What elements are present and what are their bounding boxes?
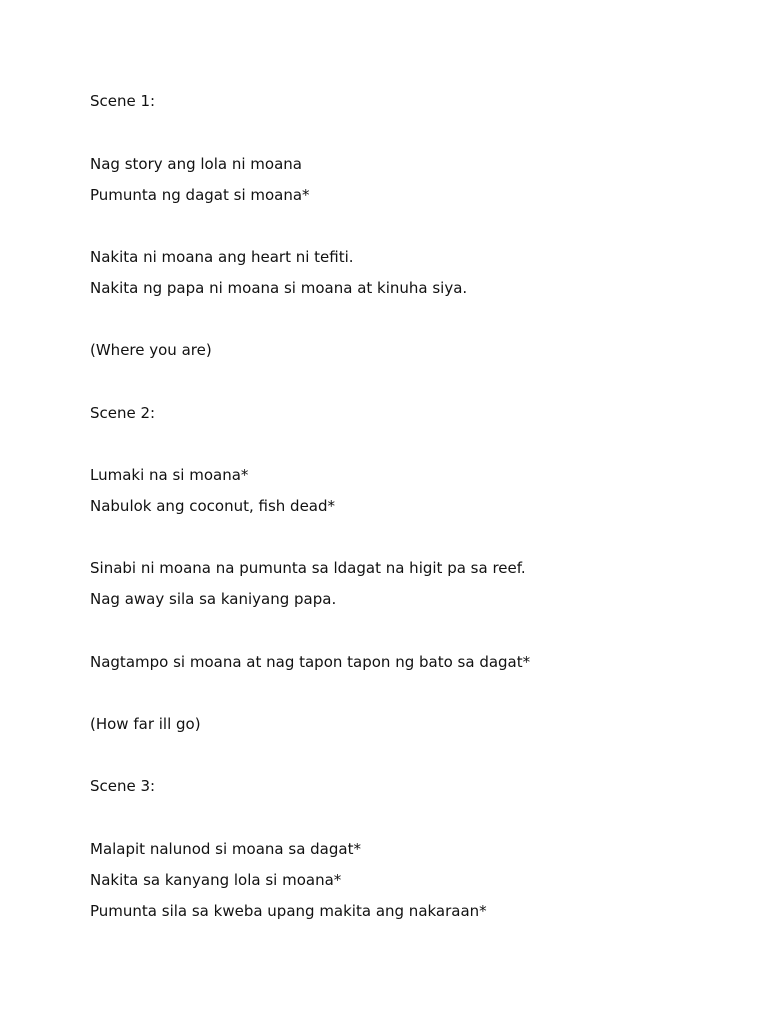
- text-line: Pumunta sila sa kweba upang makita ang nakaraan*: [90, 902, 487, 920]
- text-line: Nabulok ang coconut, fish dead*: [90, 497, 336, 515]
- text-line: Lumaki na si moana*: [90, 466, 249, 484]
- scene-3-heading: Scene 3:: [90, 777, 156, 795]
- scene-1-heading: Scene 1:: [90, 92, 156, 110]
- song-title: (How far ill go): [90, 715, 201, 733]
- text-line: Sinabi ni moana na pumunta sa ldagat na higit pa sa reef.: [90, 559, 526, 577]
- text-line: Nakita ni moana ang heart ni tefiti.: [90, 248, 354, 266]
- song-title: (Where you are): [90, 341, 212, 359]
- text-line: Nakita ng papa ni moana si moana at kinuha siya.: [90, 279, 468, 297]
- text-line: Nagtampo si moana at nag tapon tapon ng bato sa dagat*: [90, 653, 531, 671]
- text-line: Malapit nalunod si moana sa dagat*: [90, 840, 361, 858]
- scene-2-heading: Scene 2:: [90, 404, 156, 422]
- text-line: Pumunta ng dagat si moana*: [90, 186, 310, 204]
- text-line: Nag away sila sa kaniyang papa.: [90, 590, 337, 608]
- text-line: Nag story ang lola ni moana: [90, 155, 302, 173]
- text-line: Nakita sa kanyang lola si moana*: [90, 871, 342, 889]
